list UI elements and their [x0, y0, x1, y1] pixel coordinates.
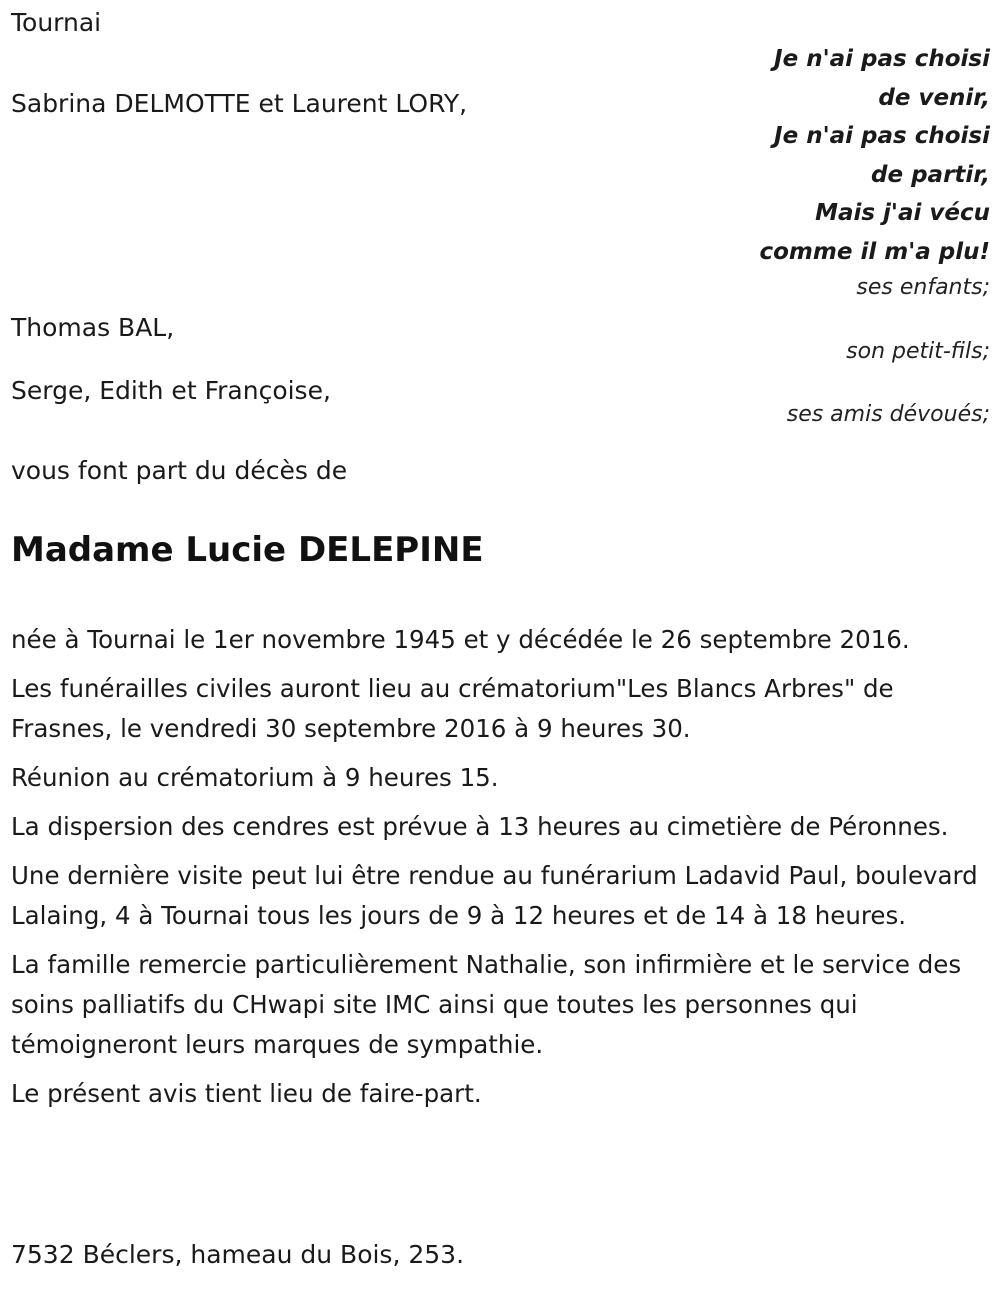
poem-line: Je n'ai pas choisi — [774, 46, 990, 72]
poem-line: de venir, — [878, 84, 990, 111]
family-role-grandson: son petit-fils; — [846, 339, 990, 364]
poem — [760, 40, 991, 271]
address: 7532 Béclers, hameau du Bois, 253. — [11, 1240, 465, 1269]
body-paragraph: Réunion au crématorium à 9 heures 15. — [11, 763, 499, 792]
family-role-friends: ses amis dévoués; — [786, 402, 990, 427]
body-paragraph: La dispersion des cendres est prévue à 13 heures au cimetière de Péronnes. — [11, 812, 949, 841]
family-names-grandson: Thomas BAL, — [11, 313, 175, 342]
body-paragraph: née à Tournai le 1er novembre 1945 et y décédée le 26 septembre 2016. — [11, 625, 910, 654]
city-heading: Tournai — [11, 8, 102, 37]
body-paragraph: Les funérailles civiles auront lieu au crématorium"Les Blancs Arbres" de Frasnes, le vendredi 30 septembre 2016 à 9 heures 30. — [11, 674, 894, 743]
poem-line: Mais j'ai vécu — [815, 200, 990, 226]
deceased-name: Madame Lucie DELEPINE — [11, 530, 484, 570]
body-paragraph: La famille remercie particulièrement Nathalie, son infirmière et le service des soins palliatifs du CHwapi site IMC ainsi que toutes les personnes qui témoigneront leurs marques de sympathie. — [11, 950, 962, 1059]
family-names-children: Sabrina DELMOTTE et Laurent LORY, — [11, 89, 468, 118]
obituary-body — [11, 620, 986, 1123]
body-paragraph: Le présent avis tient lieu de faire-part. — [11, 1079, 482, 1108]
poem-line: de partir, — [871, 161, 990, 188]
poem-line: Je n'ai pas choisi — [774, 123, 990, 149]
body-paragraph: Une dernière visite peut lui être rendue au funérarium Ladavid Paul, boulevard Lalaing, 4 à Tournai tous les jours de 9 à 12 heures et de 14 à 18 heures. — [11, 861, 978, 930]
announcement-intro: vous font part du décès de — [11, 456, 348, 485]
family-role-children: ses enfants; — [856, 275, 990, 300]
poem-line: comme il m'a plu! — [759, 238, 990, 265]
family-names-friends: Serge, Edith et Françoise, — [11, 376, 331, 405]
